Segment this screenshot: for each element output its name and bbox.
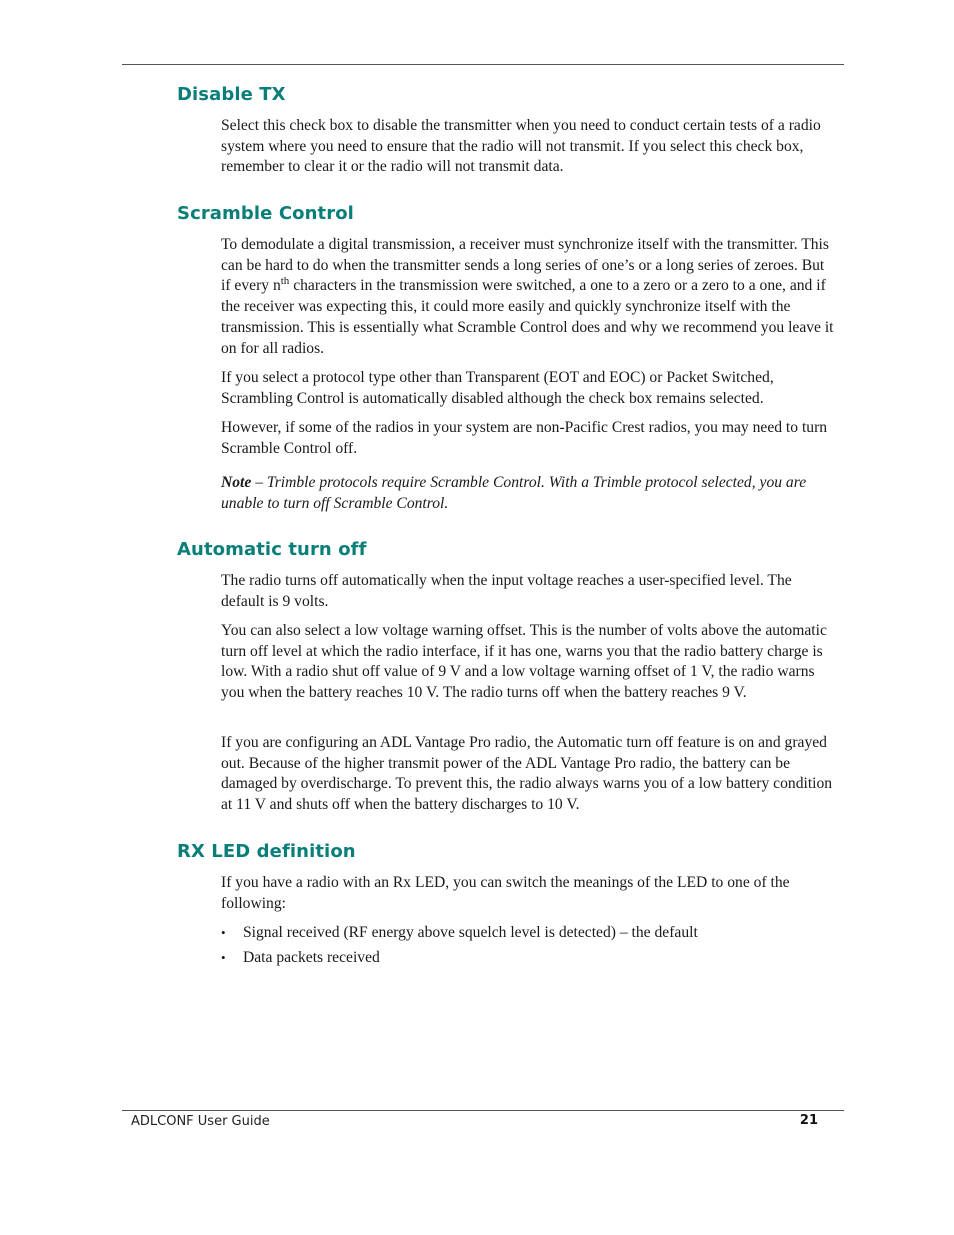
superscript-th: th (280, 275, 290, 288)
heading-automatic-turn-off: Automatic turn off (177, 539, 367, 560)
scramble-note (221, 473, 836, 514)
heading-rx-led-definition: RX LED definition (177, 841, 356, 862)
footer-rule (122, 1110, 844, 1111)
rx-led-paragraph: If you have a radio with an Rx LED, you can switch the meanings of the LED to one of the following: (221, 874, 790, 912)
disable-tx-paragraph: Select this check box to disable the transmitter when you need to conduct certain tests of a radio system where you need to ensure that the radio will not transmit. If you select this check box, remember to clear it or the radio will not transmit data. (221, 117, 821, 176)
scramble-paragraph-2: If you select a protocol type other than Transparent (EOT and EOC) or Packet Switched, Scrambling Control is automatically disabled although the check box remains selected. (221, 369, 774, 407)
bullet-icon: • (221, 925, 226, 940)
bullet-icon: • (221, 950, 226, 965)
auto-off-paragraph-2: You can also select a low voltage warning offset. This is the number of volts above the automatic turn off level at which the radio interface, if it has one, warns you that the radio battery charge is low. With a radio shut off value of 9 V and a low voltage warning offset of 1 V, the radio warns you when the battery reaches 10 V. The radio turns off when the battery reaches 9 V. (221, 622, 827, 702)
heading-disable-tx: Disable TX (177, 84, 286, 105)
auto-off-paragraph-3: If you are configuring an ADL Vantage Pro radio, the Automatic turn off feature is on and grayed out. Because of the higher transmit power of the ADL Vantage Pro radio, the battery can be damaged by overdischarge. To prevent this, the radio always warns you of a low battery condition at 11 V and shuts off when the battery discharges to 10 V. (221, 734, 833, 814)
header-rule (122, 64, 844, 65)
list-item-text: Signal received (RF energy above squelch level is detected) – the default (243, 924, 698, 941)
auto-off-paragraph-1: The radio turns off automatically when the input voltage reaches a user-specified level. The default is 9 volts. (221, 572, 792, 610)
list-item-text: Data packets received (243, 949, 380, 966)
footer-title: ADLCONF User Guide (131, 1114, 270, 1129)
note-text: – Trimble protocols require Scramble Control. With a Trimble protocol selected, you are unable to turn off Scramble Control. (221, 474, 807, 512)
note-label: Note (221, 474, 252, 491)
scramble-paragraph-1 (221, 235, 836, 359)
page-number: 21 (799, 1113, 818, 1128)
scramble-p1-part-a: To demodulate a digital transmission, a receiver must synchronize itself with the transmitter. This can be hard to do when the transmitter sends a long series of one’s or a long series of zeroes. But if every n (221, 236, 829, 295)
scramble-p1-part-b: characters in the transmission were switched, a one to a zero or a zero to a one, and if the receiver was expecting this, it could more easily and quickly synchronize itself with the transmission. This is essentially what Scramble Control does and why we recommend you leave it on for all radios. (221, 277, 834, 357)
scramble-paragraph-3: However, if some of the radios in your system are non-Pacific Crest radios, you may need to turn Scramble Control off. (221, 419, 828, 457)
heading-scramble-control: Scramble Control (177, 203, 354, 224)
